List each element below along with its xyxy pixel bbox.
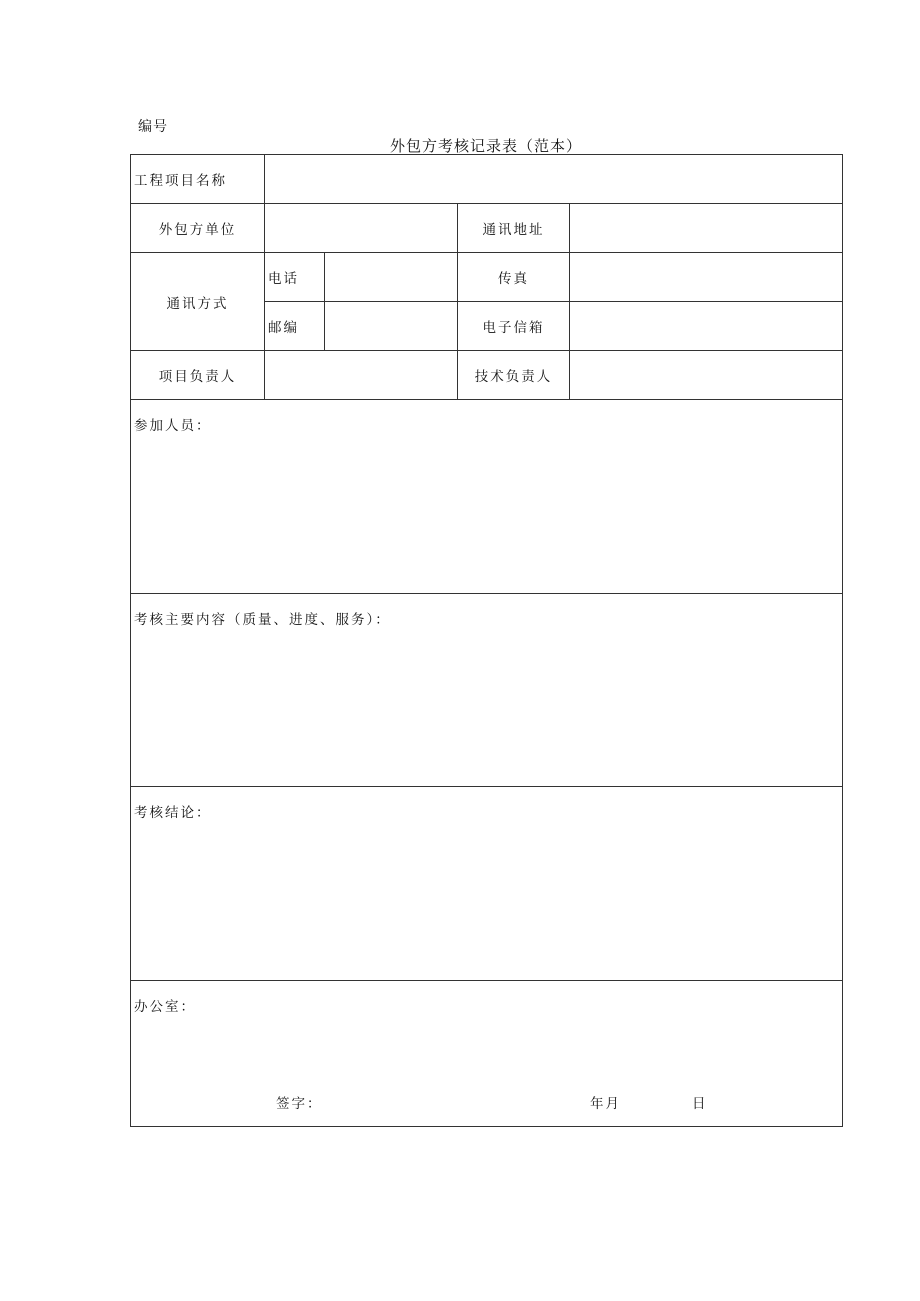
assessment-content-label: 考核主要内容（质量、进度、服务）： (134, 612, 391, 628)
phone-field[interactable] (325, 253, 458, 302)
project-name-field[interactable] (265, 155, 843, 204)
assessment-content-field[interactable] (131, 594, 843, 787)
serial-number-label: 编号 (138, 119, 168, 135)
row-project-name (131, 155, 843, 204)
conclusion-field[interactable] (131, 787, 843, 981)
postcode-label: 邮编 (265, 302, 325, 351)
tech-lead-label: 技术负责人 (458, 351, 570, 400)
day-label: 日 (692, 1096, 708, 1112)
contact-method-label: 通讯方式 (131, 253, 265, 351)
page-title: 外包方考核记录表（范本） (389, 137, 582, 155)
tech-lead-field[interactable] (570, 351, 843, 400)
contractor-unit-label: 外包方单位 (131, 204, 265, 253)
contractor-unit-field[interactable] (265, 204, 458, 253)
phone-label: 电话 (265, 253, 325, 302)
row-contractor (131, 204, 843, 253)
project-lead-label: 项目负责人 (131, 351, 265, 400)
fax-label: 传真 (458, 253, 570, 302)
row-office (131, 981, 843, 1127)
conclusion-label: 考核结论： (134, 805, 212, 821)
participants-field[interactable] (131, 400, 843, 594)
address-label: 通讯地址 (458, 204, 570, 253)
email-field[interactable] (570, 302, 843, 351)
email-label: 电子信箱 (458, 302, 570, 351)
row-conclusion (131, 787, 843, 981)
office-field[interactable] (131, 981, 843, 1127)
project-lead-field[interactable] (265, 351, 458, 400)
office-content (134, 995, 842, 1126)
signature-label: 签字： (276, 1096, 323, 1112)
row-assessment-content (131, 594, 843, 787)
row-leads (131, 351, 843, 400)
postcode-field[interactable] (325, 302, 458, 351)
fax-field[interactable] (570, 253, 843, 302)
project-name-label: 工程项目名称 (131, 155, 265, 204)
row-participants (131, 400, 843, 594)
participants-label: 参加人员： (134, 418, 212, 434)
office-label: 办公室： (134, 999, 196, 1015)
row-phone (131, 253, 843, 302)
assessment-form-table (130, 154, 843, 1127)
year-month-label: 年月 (590, 1096, 621, 1112)
address-field[interactable] (570, 204, 843, 253)
